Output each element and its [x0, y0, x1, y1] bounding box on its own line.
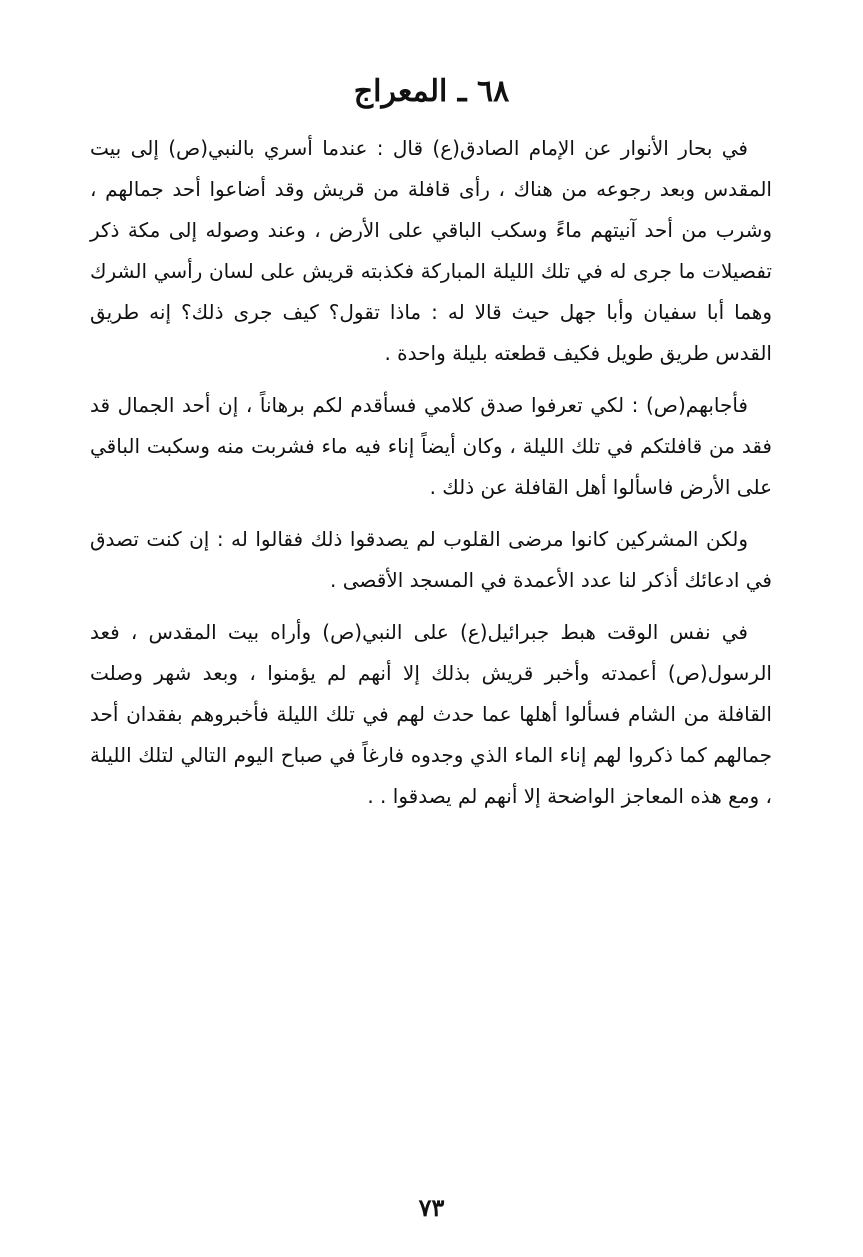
paragraph-3: ولكن المشركين كانوا مرضى القلوب لم يصدقوا ذلك فقالوا له : إن كنت تصدق في ادعائك أذكر لنا عدد الأعمدة في المسجد الأقصى . [90, 527, 772, 592]
chapter-title: ٦٨ ـ المعراج [353, 74, 510, 109]
paragraph-1: في بحار الأنوار عن الإمام الصادق(ع) قال : عندما أسري بالنبي(ص) إلى بيت المقدس وبعد رجوعه من هناك ، رأى قافلة من قريش وقد أضاعوا أحد جمالهم ، وشرب من أحد آنيتهم ماءً وسكب الباقي على الأرض ، وعند وصوله إلى مكة ذكر تفصيلات ما جرى له في تلك الليلة المباركة فكذبته قريش على لسان رأسي الشرك وهما أبا سفيان وأبا جهل حيث قالا له : ماذا تقول؟ كيف جرى ذلك؟ إنه طريق القدس طريق طويل فكيف قطعته بليلة واحدة . [90, 136, 772, 365]
body-text [90, 128, 772, 828]
paragraph-2: فأجابهم(ص) : لكي تعرفوا صدق كلامي فسأقدم لكم برهاناً ، إن أحد الجمال قد فقد من قافلتكم في تلك الليلة ، وكان أيضاً إناء فيه ماء فشربت منه وسكبت الباقي على الأرض فاسألوا أهل القافلة عن ذلك . [90, 393, 772, 499]
page-number: ٧٣ [418, 1193, 445, 1222]
paragraph-4: في نفس الوقت هبط جبرائيل(ع) على النبي(ص) وأراه بيت المقدس ، فعد الرسول(ص) أعمدته وأخبر قريش بذلك إلا أنهم لم يؤمنوا ، وبعد شهر وصلت القافلة من الشام فسألوا أهلها عما حدث لهم في تلك الليلة فأخبروهم بفقدان أحد جمالهم كما ذكروا لهم إناء الماء الذي وجدوه فارغاً في صباح اليوم التالي لتلك الليلة ، ومع هذه المعاجز الواضحة إلا أنهم لم يصدقوا . . [90, 620, 772, 808]
